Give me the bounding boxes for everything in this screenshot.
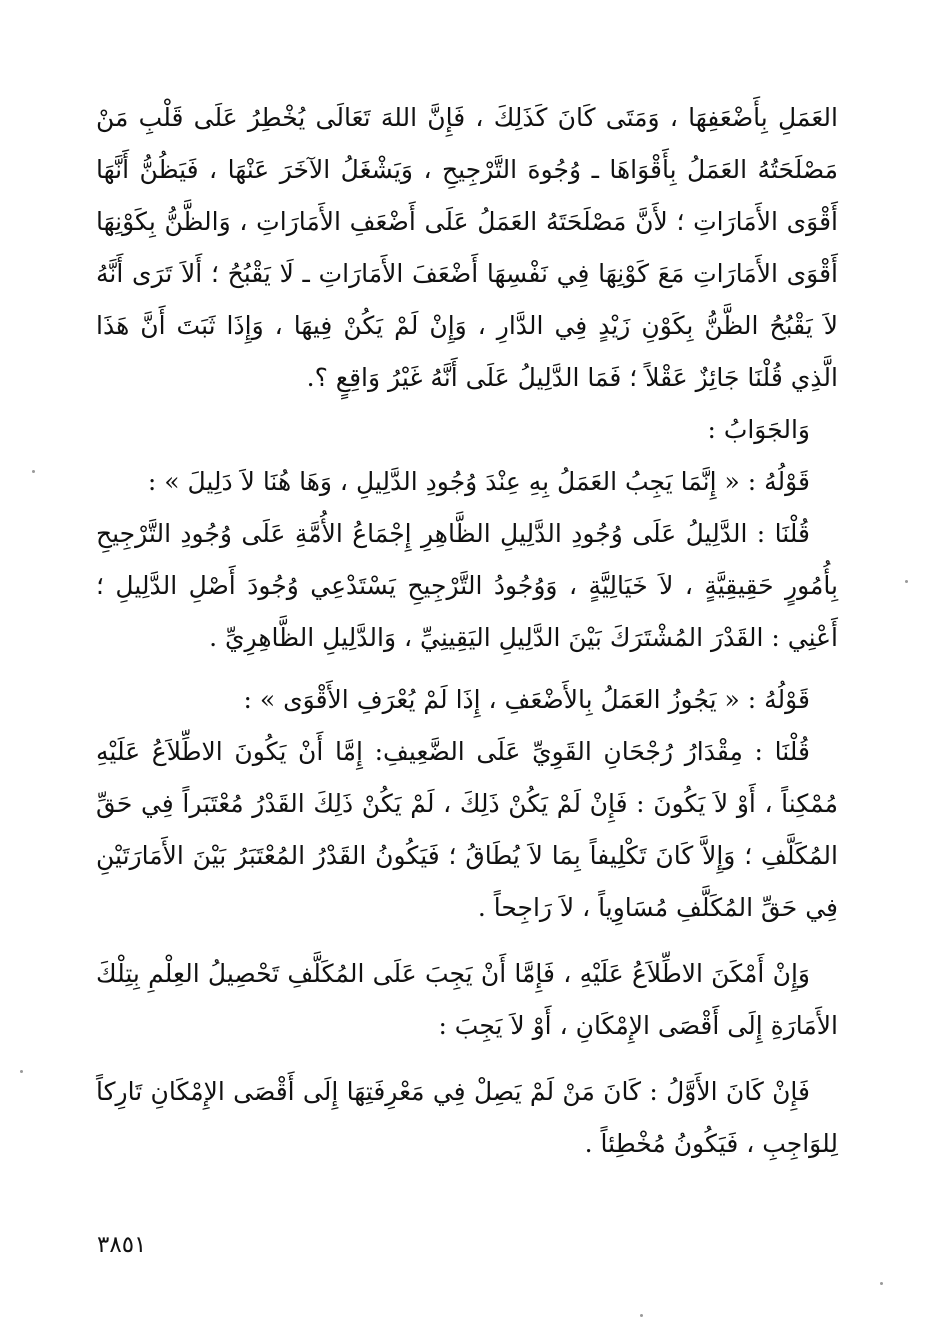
scan-speck — [880, 1282, 883, 1285]
paragraph-quote-2: قَوْلُهُ : « يَجُوزُ العَمَلُ بِالأَضْعَفِ ، إِذَا لَمْ يُعْرَفِ الأَقْوَى » : — [243, 685, 810, 714]
paragraph-objection: العَمَلِ بِأَضْعَفِهَا ، وَمَتَى كَانَ كَذَلِكَ ، فَإِنَّ اللهَ تَعَالَى يُخْطِرُ عَلَى قَلْبِ مَنْ مَصْلَحَتُهُ العَمَلُ بِأَقْوَاهَا ـ وُجُوهَ التَّرْجِيحِ ، وَيَشْغَلُ الآخَرَ عَنْهَا ، فَيَظُنُّ أَنَّهَا أَقْوَى الأَمَارَاتِ ؛ لأَنَّ مَصْلَحَتَهُ العَمَلُ عَلَى أَضْعَفِ الأَمَارَاتِ ، وَالظَّنُّ بِكَوْنِهَا أَقْوَى الأَمَارَاتِ مَعَ كَوْنِهَا فِي نَفْسِهَا أَضْعَفَ الأَمَارَاتِ ـ لَا يَقْبُحُ ؛ أَلاَ تَرَى أَنَّهُ لاَ يَقْبُحُ الظَّنُّ بِكَوْنِ زَيْدٍ فِي الدَّارِ ، وَإِنْ لَمْ يَكُنْ فِيهَا ، وَإِذَا ثَبَتَ أَنَّ هَذَا الَّذِي قُلْنَا جَائِزٌ عَقْلاً ؛ فَمَا الدَّلِيلُ عَلَى أَنَّهُ غَيْرُ وَاقِعٍ ؟. — [96, 103, 838, 392]
page-number: ٣٨٥١ — [97, 1232, 147, 1258]
paragraph-case-possible: وَإِنْ أَمْكَنَ الاطِّلاَعُ عَلَيْهِ ، فَإِمَّا أَنْ يَجِبَ عَلَى المُكَلَّفِ تَحْصِيلُ العِلْمِ بِتِلْكَ الأَمَارَةِ إِلَى أَقْصَى الإِمْكَانِ ، أَوْ لاَ يَجِبَ : — [96, 959, 838, 1040]
scan-speck — [20, 1070, 23, 1073]
paragraph-reply-2: قُلْنَا : مِقْدَارُ رُجْحَانِ القَوِيِّ عَلَى الضَّعِيفِ: إِمَّا أَنْ يَكُونَ الاطِّلاَعُ عَلَيْهِ مُمْكِناً ، أَوْ لاَ يَكُونَ : فَإِنْ لَمْ يَكُنْ ذَلِكَ ، لَمْ يَكُنْ ذَلِكَ القَدْرُ مُعْتَبَراً فِي حَقِّ المُكَلَّفِ ؛ وَإِلاَّ كَانَ تَكْلِيفاً بِمَا لاَ يُطَاقُ ؛ فَيَكُونُ القَدْرُ المُعْتَبَرُ بَيْنَ الأَمَارَتَيْنِ فِي حَقِّ المُكَلَّفِ مُسَاوِياً ، لاَ رَاجِحاً . — [96, 737, 838, 922]
paragraph-quote-1: قَوْلُهُ : « إِنَّمَا يَجِبُ العَمَلُ بِهِ عِنْدَ وُجُودِ الدَّلِيلِ ، وَهَا هُنَا لاَ دَلِيلَ » : — [147, 467, 810, 496]
scan-speck — [905, 580, 908, 583]
paragraph-first-case: فَإِنْ كَانَ الأَوَّلُ : كَانَ مَنْ لَمْ يَصِلْ فِي مَعْرِفَتِهَا إِلَى أَقْصَى الإِمْكَانِ تَارِكاً لِلوَاجِبِ ، فَيَكُونُ مُخْطِئاً . — [96, 1077, 838, 1158]
scan-speck — [32, 470, 35, 473]
scan-speck — [640, 1314, 643, 1317]
body-text — [96, 92, 838, 1170]
paragraph-reply-1: قُلْنَا : الدَّلِيلُ عَلَى وُجُودِ الدَّلِيلِ الظَّاهِرِ إِجْمَاعُ الأُمَّةِ عَلَى وُجُودِ التَّرْجِيحِ بِأُمُورٍ حَقِيقِيَّةٍ ، لاَ خَيَالِيَّةٍ ، وَوُجُودُ التَّرْجِيحِ يَسْتَدْعِي وُجُودَ أَصْلِ الدَّلِيلِ ؛ أَعْنِي : القَدْرَ المُشْتَرَكَ بَيْنَ الدَّلِيلِ اليَقِينِيِّ ، وَالدَّلِيلِ الظَّاهِرِيِّ . — [96, 519, 838, 652]
paragraph-answer-heading: وَالجَوَابُ : — [707, 415, 810, 444]
